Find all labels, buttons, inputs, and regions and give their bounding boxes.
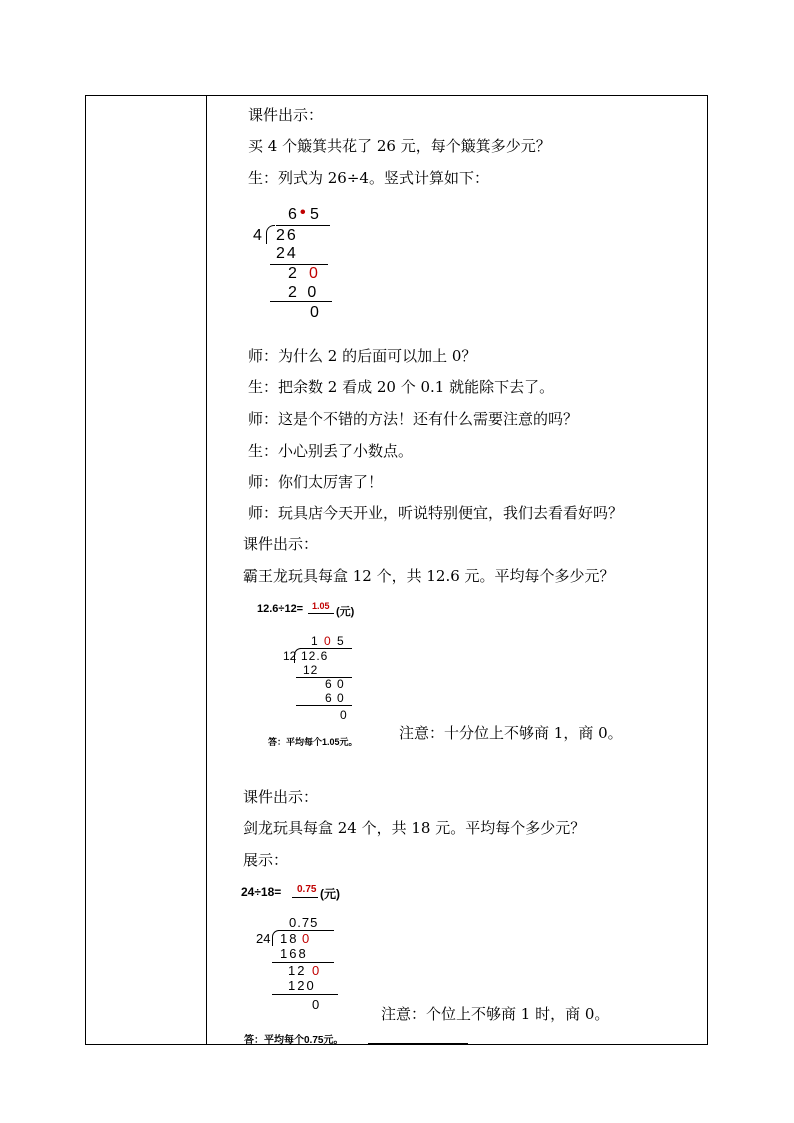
appended-zero: 0 <box>309 265 318 282</box>
step-product: 24 <box>276 245 298 262</box>
text-line-13: 剑龙玩具每盒 24 个，共 18 元。平均每个多少元？ <box>243 819 586 837</box>
appended-zero: 0 <box>302 931 310 946</box>
final-remainder: 0 <box>310 304 319 321</box>
dividend: 12.6 <box>301 649 329 663</box>
text-line-10: 课件出示： <box>243 535 319 553</box>
quotient-zero: 0 <box>324 634 331 648</box>
step-product: 2 0 <box>288 284 320 301</box>
text-line-6: 师：这是个不错的方法！还有什么需要注意的吗？ <box>248 410 579 428</box>
text-line-1: 课件出示： <box>248 106 324 124</box>
decimal-point: • <box>300 204 306 221</box>
text-line-5: 生：把余数 2 看成 20 个 0.1 就能除下去了。 <box>248 378 555 396</box>
quotient-digit: 5 <box>310 206 319 223</box>
quotient-digit: 6 <box>288 206 297 223</box>
equation-unit: (元) <box>320 887 340 901</box>
equation-answer: 1.05 <box>312 601 330 611</box>
step-line <box>272 994 338 995</box>
answer-text: 答：平均每个1.05元。 <box>268 737 358 747</box>
final-remainder: 0 <box>340 708 347 722</box>
division-bracket <box>272 930 279 946</box>
step-remainder: 6 0 <box>325 677 345 691</box>
text-line-8: 师：你们太厉害了！ <box>248 473 384 491</box>
step-line <box>270 301 332 302</box>
answer-underline <box>308 613 334 614</box>
answer-underline <box>292 897 318 898</box>
quotient-digit: 1 <box>311 634 318 648</box>
text-line-11: 霸王龙玩具每盒 12 个，共 12.6 元。平均每个多少元？ <box>243 567 615 585</box>
equation-unit: (元) <box>336 606 355 618</box>
step-product: 6 0 <box>325 691 345 705</box>
text-line-12: 课件出示： <box>243 788 319 806</box>
equation-prefix: 24÷18= <box>241 885 282 899</box>
answer-text: 答：平均每个0.75元。 <box>244 1035 344 1046</box>
text-line-7: 生：小心别丢了小数点。 <box>248 442 414 460</box>
step-product: 12 <box>303 663 319 677</box>
text-line-9: 师：玩具店今天开业，听说特别便宜，我们去看看好吗？ <box>248 504 624 522</box>
step-product: 120 <box>288 978 316 993</box>
column-divider <box>206 95 207 1045</box>
equation-prefix: 12.6÷12= <box>257 603 304 615</box>
quotient-line <box>276 225 330 226</box>
divisor: 12 <box>283 649 297 663</box>
appended-zero: 0 <box>312 963 320 978</box>
step-product: 168 <box>280 946 308 961</box>
step-line <box>296 705 352 706</box>
dividend: 18 <box>280 931 299 946</box>
divisor: 4 <box>253 227 262 244</box>
answer-underline <box>368 1043 468 1044</box>
text-line-2: 买 4 个簸箕共花了 26 元，每个簸箕多少元？ <box>248 137 551 155</box>
note-text-2: 注意：个位上不够商 1 时，商 0。 <box>381 1005 610 1023</box>
division-bracket <box>266 225 275 244</box>
step-remainder: 12 <box>288 963 307 978</box>
dividend: 26 <box>276 227 298 244</box>
quotient: 0.75 <box>289 915 319 930</box>
text-line-3: 生：列式为 26÷4。竖式计算如下： <box>248 169 489 187</box>
remainder-digit: 2 <box>288 265 297 282</box>
note-text-1: 注意：十分位上不够商 1，商 0。 <box>399 724 623 742</box>
text-line-14: 展示： <box>243 851 289 869</box>
step-line <box>270 264 328 265</box>
division-bracket <box>294 648 301 663</box>
equation-answer: 0.75 <box>297 884 317 895</box>
text-line-4: 师：为什么 2 的后面可以加上 0？ <box>248 347 477 365</box>
final-remainder: 0 <box>312 997 320 1012</box>
quotient-digit: 5 <box>337 634 344 648</box>
divisor: 24 <box>256 931 271 946</box>
